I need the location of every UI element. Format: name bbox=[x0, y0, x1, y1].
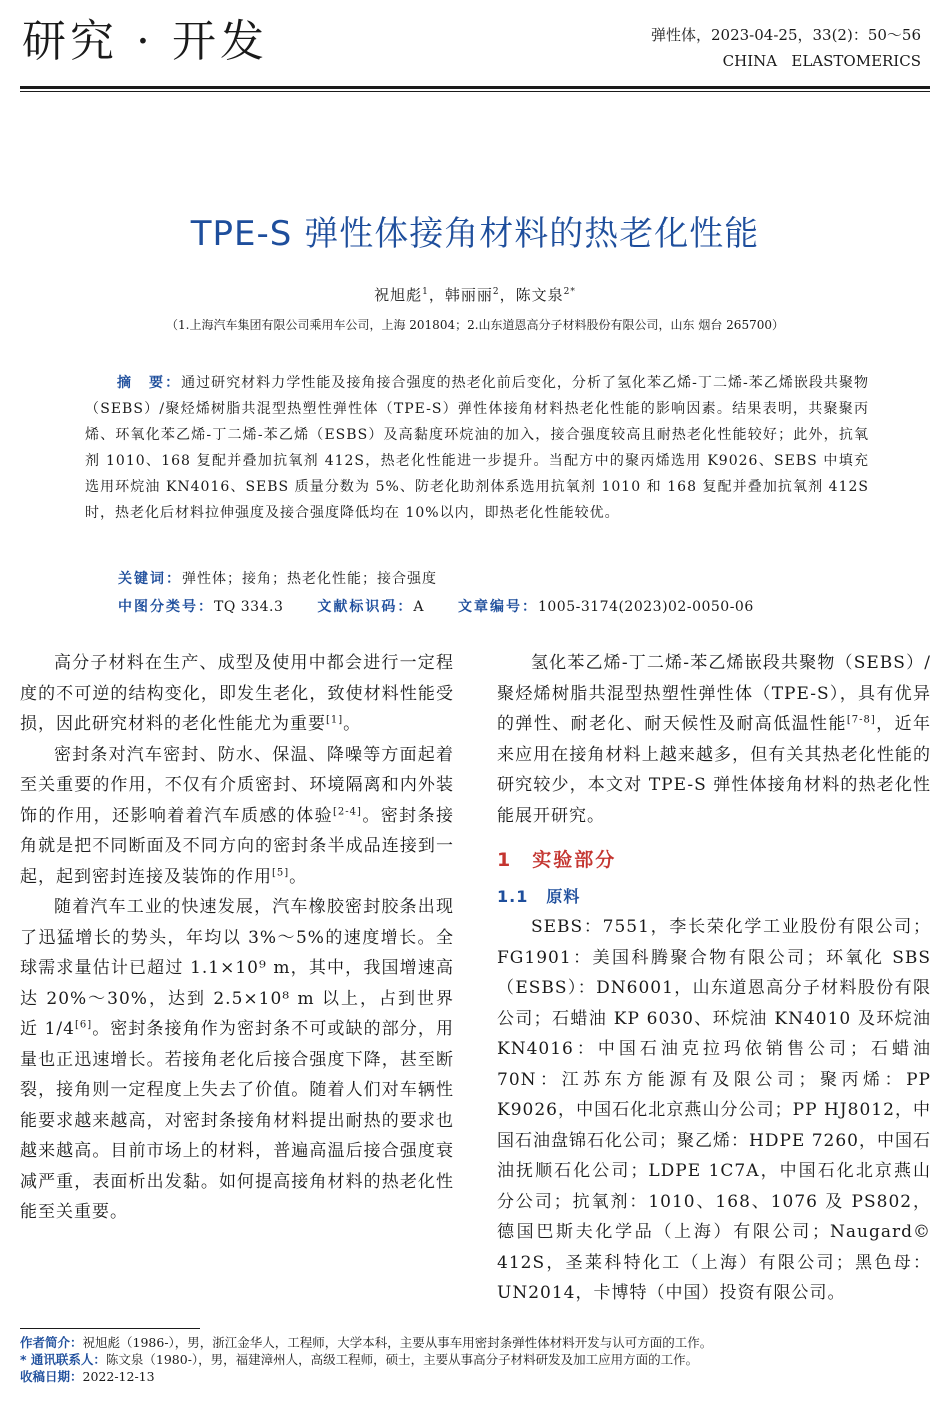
abstract bbox=[85, 370, 869, 526]
author-list bbox=[0, 284, 950, 305]
paragraph-text: ，近年来应用在接角材料上越来越多，但有关其热老化性能的研究较少，本文对 TPE-S 弹性体接角材料的热老化性能展开研究。 bbox=[497, 714, 932, 826]
paragraph-text: 高分子材料在生产、成型及使用中都会进行一定程度的不可逆的结构变化，即发生老化，致使材料性能受损，因此研究材料的老化性能尤为重要 bbox=[20, 653, 454, 734]
citation: [5] bbox=[272, 866, 290, 878]
abstract-label: 摘 要： bbox=[117, 375, 182, 391]
paragraph bbox=[20, 892, 454, 1228]
author-affil-mark: 2* bbox=[563, 287, 576, 297]
section-heading: 研究 · 开发 bbox=[22, 16, 268, 67]
journal-info bbox=[651, 22, 921, 74]
corresponding-author bbox=[20, 1351, 930, 1368]
keywords-text: 弹性体；接角；热老化性能；接合强度 bbox=[182, 571, 437, 587]
paragraph bbox=[20, 648, 454, 740]
abstract-text: 通过研究材料力学性能及接角接合强度的热老化前后变化，分析了氢化苯乙烯-丁二烯-苯乙烯嵌段共聚物（SEBS）/聚烃烯树脂共混型热塑性弹性体（TPE-S）弹性体接角材料热老化性能的影响因素。结果表明，共聚聚丙烯、环氧化苯乙烯-丁二烯-苯乙烯（ESBS）及高黏度环烷油的加入，接合强度较高且耐热老化性能较好；此外，抗氧剂 1010、168 复配并叠加抗氧剂 412S，热老化性能进一步提升。当配方中的聚丙烯选用 K9026、SEBS 中填充选用环烷油 KN4016、SEBS 质量分数为 5%、防老化助剂体系选用抗氧剂 1010 和 168 复配并叠加抗氧剂 412S 时，热老化后材料拉伸强度及接合强度降低均在 10%以内，即热老化性能较优。 bbox=[85, 375, 869, 521]
section-number: 1 bbox=[497, 849, 513, 871]
author-bio-text: 祝旭彪（1986-），男，浙江金华人，工程师，大学本科，主要从事车用密封条弹性体材料开发与认可方面的工作。 bbox=[82, 1335, 713, 1350]
paper-title: TPE-S 弹性体接角材料的热老化性能 bbox=[190, 214, 760, 254]
author-separator: ， bbox=[428, 286, 445, 304]
received-label: 收稿日期： bbox=[20, 1369, 83, 1384]
received-text: 2022-12-13 bbox=[82, 1369, 155, 1384]
author-name: 陈文泉 bbox=[515, 286, 564, 304]
paragraph bbox=[497, 648, 931, 831]
clc-value: TQ 334.3 bbox=[214, 599, 284, 615]
citation: [2-4] bbox=[333, 805, 362, 817]
header-rule-thick bbox=[20, 86, 930, 89]
author-affil-mark: 2 bbox=[492, 287, 500, 297]
paragraph: SEBS：7551，李长荣化学工业股份有限公司；FG1901：美国科腾聚合物有限公司；环氧化 SBS（ESBS）：DN6001，山东道恩高分子材料股份有限公司；石蜡油 KP 6030、环烷油 KN4010 及环烷油 KN4016：中国石油克拉玛依销售公司；石蜡油 70N：江苏东方能源有及限公司；聚丙烯：PP K9026，中国石化北京燕山分公司；PP HJ8012，中国石油盘锦石化公司；聚乙烯：HDPE 7260，中国石油抚顺石化公司；LDPE 1C7A，中国石化北京燕山分公司；抗氧剂：1010、168、1076 及 PS802，德国巴斯夫化学品（上海）有限公司；Naugard© 412S，圣莱科特化工（上海）有限公司；黑色母：UN2014，卡博特（中国）投资有限公司。 bbox=[497, 917, 931, 1303]
section-heading-experimental bbox=[497, 845, 931, 876]
paragraph-text: 氢化苯乙烯-丁二烯-苯乙烯嵌段共聚物（SEBS）/聚烃烯树脂共混型热塑性弹性体（TPE-S），具有优异的弹性、耐老化、耐天候性及耐高低温性能 bbox=[497, 653, 931, 734]
article-no-value: 1005-3174(2023)02-0050-06 bbox=[537, 599, 754, 615]
author-bio bbox=[20, 1334, 930, 1351]
journal-name: CHINA ELASTOMERICS bbox=[722, 52, 921, 70]
received-date bbox=[20, 1368, 930, 1385]
paragraph-text: 。密封条接角作为密封条不可或缺的部分，用量也正迅速增长。若接角老化后接合强度下降，甚至断裂，接角则一定程度上失去了价值。随着人们对车辆性能要求越来越高，对密封条接角材料提出耐热的要求也越来越高。目前市场上的材料，普遍高温后接合强度衰减严重，表面析出发黏。如何提高接角材料的热老化性能至关重要。 bbox=[20, 1019, 454, 1222]
paragraph-text: 密封条对汽车密封、防水、保温、降噪等方面起着至关重要的作用，不仅有介质密封、环境隔离和内外装饰的作用，还影响着着汽车质感的体验 bbox=[20, 744, 454, 826]
body-column-left bbox=[20, 648, 454, 1228]
contact-label: * 通讯联系人： bbox=[20, 1352, 106, 1367]
classification-line bbox=[118, 596, 754, 616]
citation: [1] bbox=[326, 714, 344, 726]
keywords bbox=[118, 568, 437, 588]
body-column-right bbox=[497, 648, 931, 1309]
author-name: 祝旭彪 bbox=[374, 286, 423, 304]
doc-code-label: 文献标识码： bbox=[317, 599, 414, 615]
footnotes bbox=[20, 1334, 930, 1385]
author-affil-mark: 1 bbox=[422, 287, 429, 297]
contact-text: 陈文泉（1980-），男，福建漳州人，高级工程师，硕士，主要从事高分子材料研发及加工应用方面的工作。 bbox=[105, 1352, 699, 1367]
subsection-number: 1.1 bbox=[497, 886, 529, 906]
section-title: 实验部分 bbox=[532, 849, 617, 871]
header-rule-thin bbox=[20, 91, 930, 92]
subsection-title: 原料 bbox=[546, 886, 581, 906]
keywords-label: 关键词： bbox=[118, 571, 182, 587]
footnote-rule bbox=[20, 1328, 200, 1329]
journal-citation: 弹性体，2023-04-25，33(2)：50～56 bbox=[651, 26, 921, 44]
author-bio-label: 作者简介： bbox=[20, 1335, 83, 1350]
author-name: 韩丽丽 bbox=[444, 286, 493, 304]
clc-label: 中图分类号： bbox=[118, 599, 214, 615]
paragraph-text: 随着汽车工业的快速发展，汽车橡胶密封胶条出现了迅猛增长的势头，年均以 3%～5%的速度增长。全球需求量估计已超过 1.1×10⁹ m，其中，我国增速高达 20%～30%，达到 2.5×10⁸ m 以上，占到世界近 1/4 bbox=[20, 897, 454, 1039]
paragraph bbox=[20, 740, 454, 893]
author-separator: ， bbox=[499, 286, 516, 304]
article-no-label: 文章编号： bbox=[457, 599, 538, 615]
citation: [7-8] bbox=[846, 714, 876, 726]
citation: [6] bbox=[74, 1019, 93, 1031]
paragraph-text: 。密封条接角就是把不同断面及不同方向的密封条半成品连接到一起，起到密封连接及装饰的作用 bbox=[20, 805, 455, 887]
paragraph-text: 。 bbox=[343, 714, 362, 734]
subsection-heading-materials bbox=[497, 882, 931, 913]
paragraph-text: 。 bbox=[289, 866, 308, 887]
doc-code-value: A bbox=[413, 599, 424, 615]
affiliation: （1.上海汽车集团有限公司乘用车公司，上海 201804；2.山东道恩高分子材料股份有限公司，山东 烟台 265700） bbox=[166, 318, 784, 332]
